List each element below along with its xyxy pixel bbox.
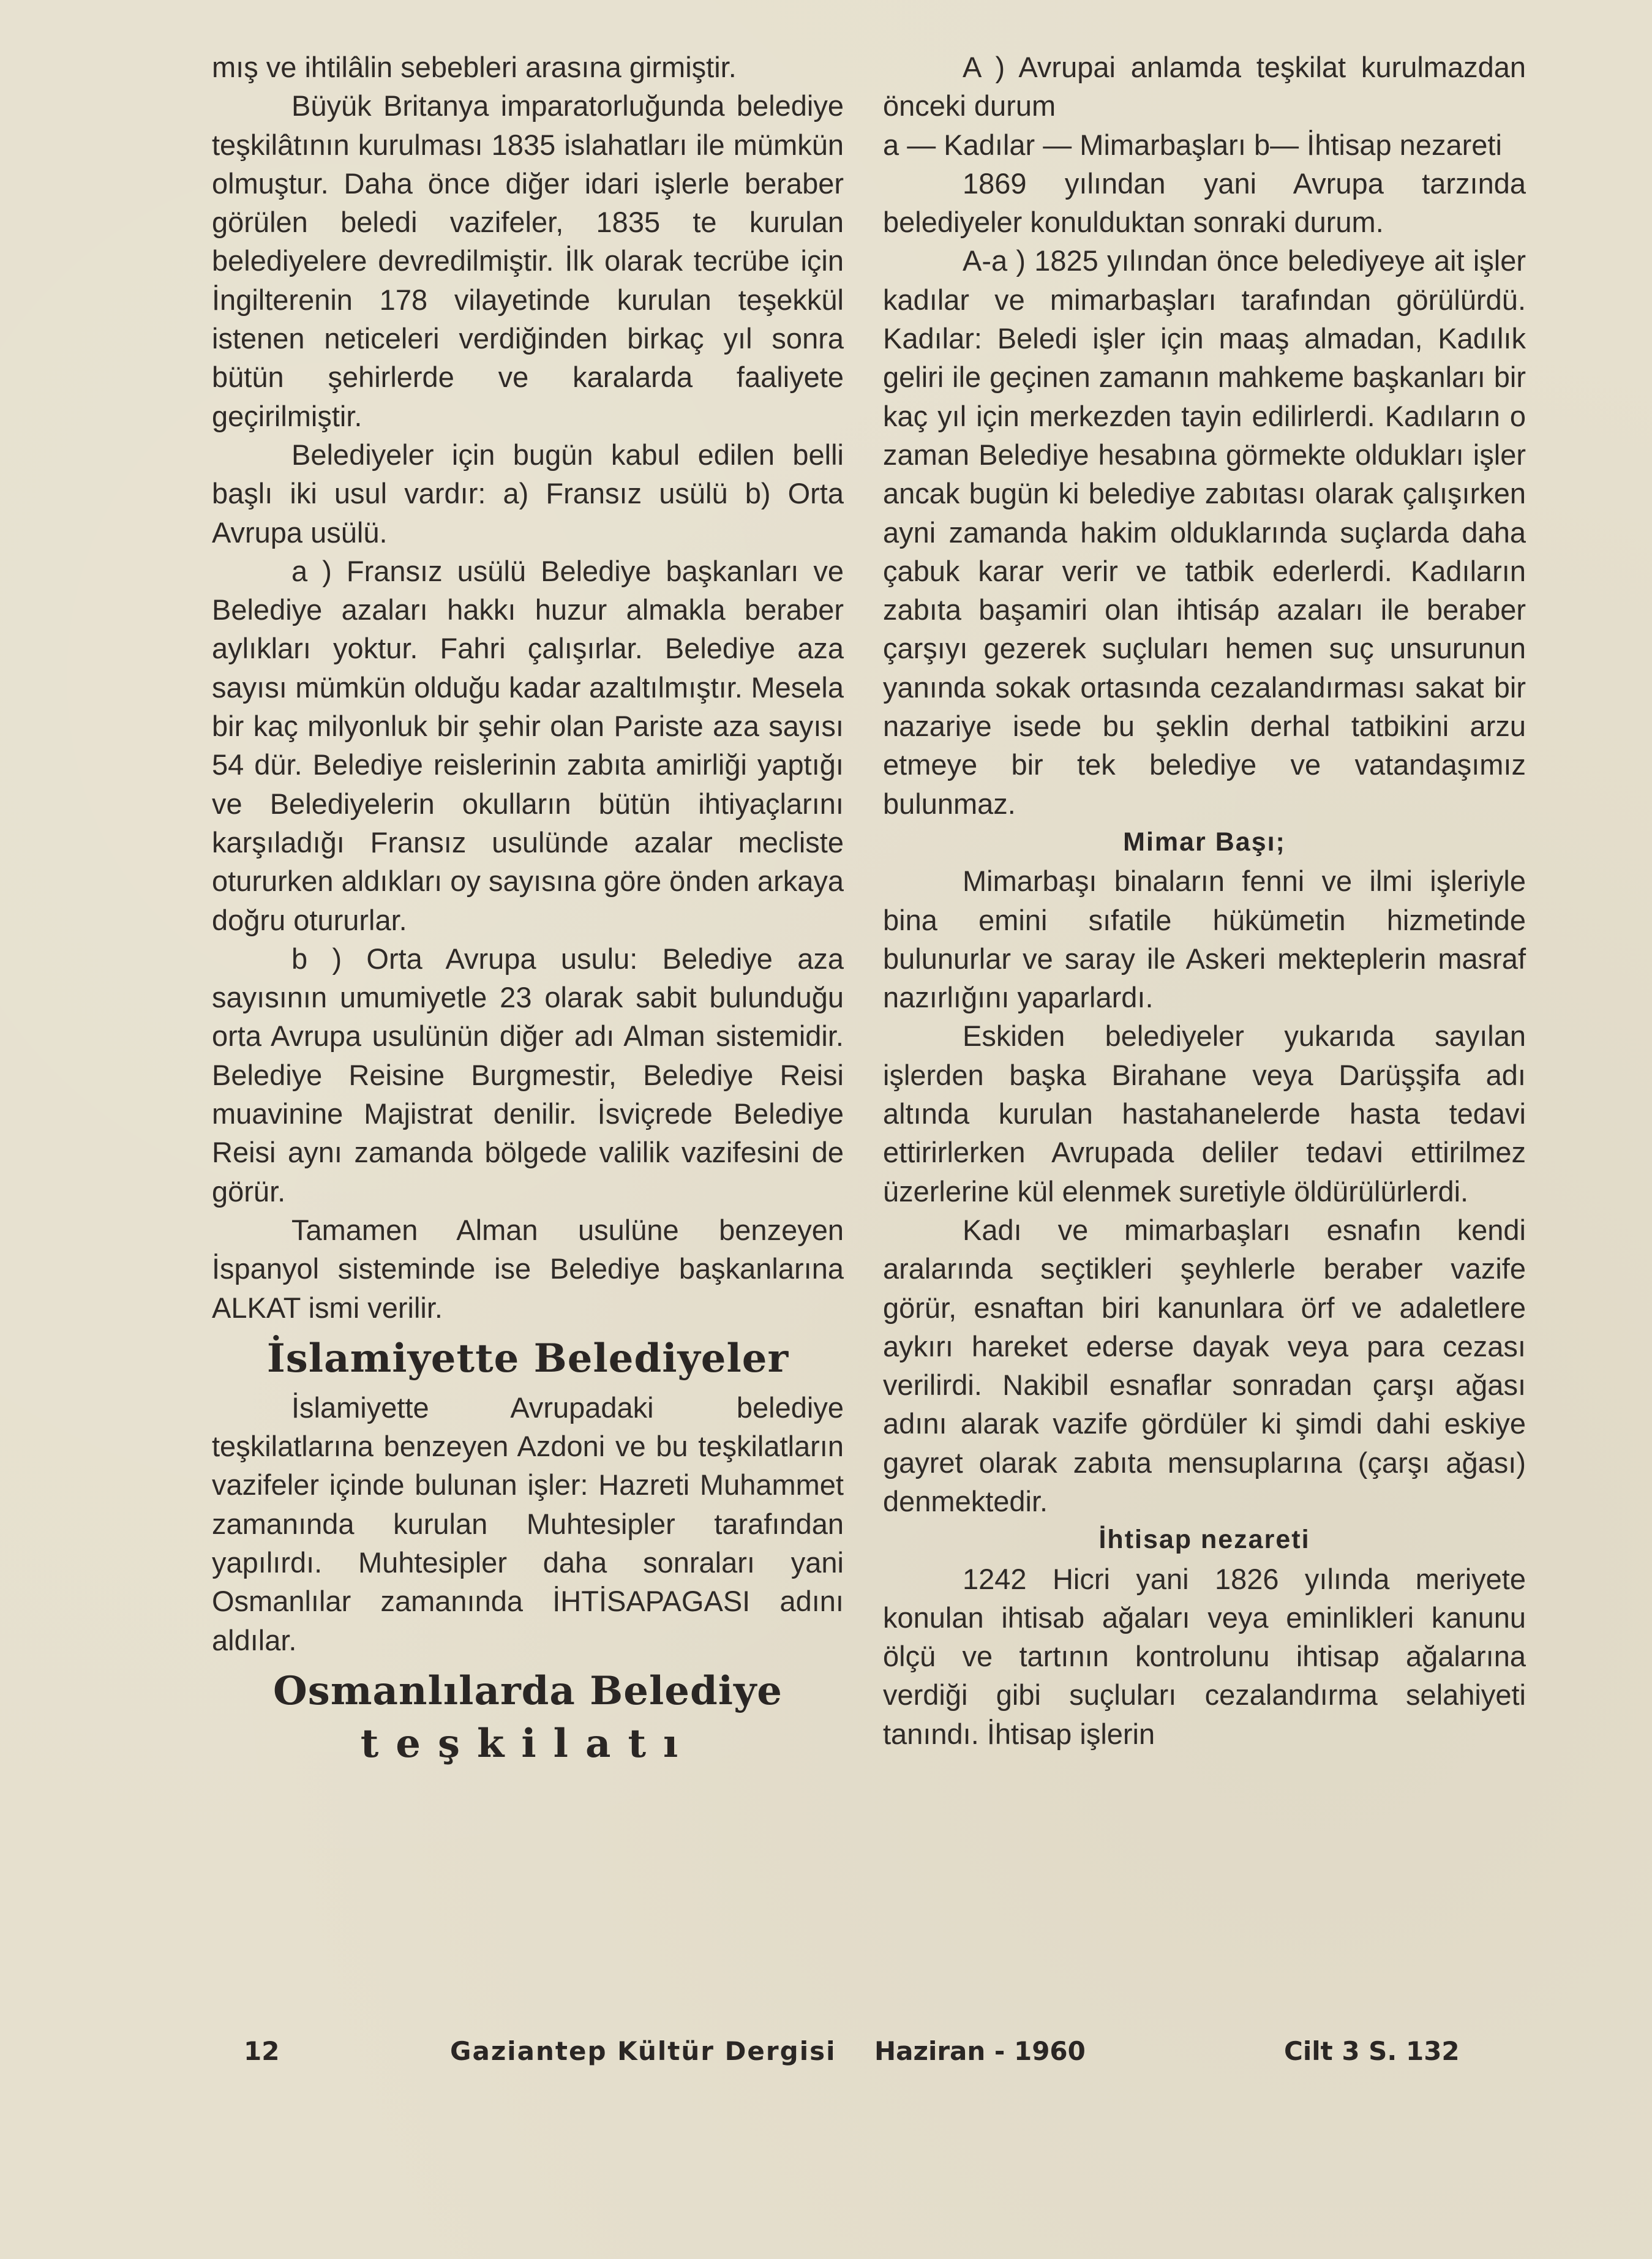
right-paragraph-7: Kadı ve mimarbaşları esnafın kendi aralarında seçtikleri şeyhlerle beraber vazife görür, esnaftan biri kanunlara örf ve adaletlere aykırı hareket ederse dayak veya para cezası verilirdi. Nakibil esnaflar sonradan çarşı ağası adını alarak vazife gördüler ki şimdi dahi eskiye gayret olarak zabıta mensuplarına (çarşı ağası) denmektedir. [883,1213,1526,1517]
right-paragraph-6: Eskiden belediyeler yukarıda sayılan işlerden başka Birahane veya Darüşşifa adı altında kurulan hastahanelerde hasta tedavi ettirirlerken Avrupada deliler tedavi ettirilmez üzerlerine kül elenmek suretiyle öldürülürlerdi. [883,1020,1526,1208]
right-paragraph-4: A-a ) 1825 yılından önce belediyeye ait işler kadılar ve mimarbaşları tarafından görülürdü. Kadılar: Beledi işler için maaş almadan, Kadılık geliri ile geçinen zamanın mahkeme başkanları bir kaç yıl için merkezden tayin edilirlerdi. Kadıların o zaman Belediye hesabına görmekte oldukları işler ancak bugün ki belediye zabıtası olarak çalışırken ayni zamanda hakim olduklarında suçlarda daha çabuk karar verir ve tatbik ederlerdi. Kadıların zabıta başamiri olan ihtisáp azaları ile beraber çarşıyı gezerek suçluları hemen suç unsurunun yanında sokak ortasında cezalandırması sakat bir nazariye isede bu şeklin derhal tatbikini arzu etmeye bir tek belediye ve vatandaşımız bulunmaz. [883,244,1526,820]
subheading-ihtisap-nezareti: İhtisap nezareti [1098,1525,1310,1555]
left-paragraph-1: mış ve ihtilâlin sebebleri arasına girmiştir. [212,51,737,83]
page-number: 12 [244,2036,280,2066]
magazine-name: Gaziantep Kültür Dergisi [450,2036,836,2066]
left-paragraph-4: a ) Fransız usülü Belediye başkanları ve Belediye azaları hakkı huzur almakla beraber aylıkları yoktur. Fahri çalışırlar. Belediye aza sayısı mümkün olduğu kadar azaltılmıştır. Mesela bir kaç milyonluk bir şehir olan Pariste aza sayısı 54 dür. Belediye reislerinin zabıta amirliği yaptığı ve Belediyelerin okulların bütün ihtiyaçlarını karşıladığı Fransız usulünde azalar mecliste otururken aldıkları oy sayısına göre önden arkaya doğru otururlar. [212,554,844,936]
left-paragraph-5: b ) Orta Avrupa usulu: Belediye aza sayısının umumiyetle 23 olarak sabit bulunduğu orta Avrupa usulünün diğer adı Alman sistemidir. Belediye Reisine Burgmestir, Belediye Reisi muavinine Majistrat denilir. İsviçrede Belediye Reisi aynı zamanda bölgede valilik vazifesini de görür. [212,942,844,1208]
issue-date: Haziran - 1960 [874,2036,1086,2066]
subheading-mimar-basi: Mimar Başı; [1123,827,1286,857]
left-paragraph-7: İslamiyette Avrupadaki belediye teşkilatlarına benzeyen Azdoni ve bu teşkilatların vazifeler içinde bulunan işler: Hazreti Muhammet zamanında kurulan Muhtesipler tarafından yapılırdı. Muhtesipler daha sonraları yani Osmanlılar zamanında İHTİSAPAGASI adını aldılar. [212,1391,844,1656]
right-paragraph-1: A ) Avrupai anlamda teşkilat kurulmazdan önceki durum [883,51,1526,122]
right-paragraph-5: Mimarbaşı binaların fenni ve ilmi işleriyle bina emini sıfatile hükümetin hizmetinde bulunurlar ve saray ile Askeri mekteplerin masraf nazırlığını yaparlardı. [883,865,1526,1014]
left-paragraph-3: Belediyeler için bugün kabul edilen belli başlı iki usul vardır: a) Fransız usülü b) Orta Avrupa usülü. [212,438,844,549]
left-paragraph-2: Büyük Britanya imparatorluğunda belediye teşkilâtının kurulması 1835 islahatları ile mümkün olmuştur. Daha önce diğer idari işlerle beraber görülen beledi vazifeler, 1835 te kurulan belediyelere devredilmiştir. İlk olarak tecrübe için İngilterenin 178 vilayetinde kurulan teşekkül istenen neticeleri verdiğinden birkaç yıl sonra bütün şehirlerde ve karalarda faaliyete geçirilmiştir. [212,89,844,432]
right-column [883,48,1526,1753]
section-heading-osmanlilarda: Osmanlılarda Belediye [273,1667,783,1714]
right-paragraph-2: a — Kadılar — Mimarbaşları b— İhtisap nezareti [883,128,1502,161]
left-column [212,48,844,1773]
section-heading-teskilati: teşkilatı [360,1720,696,1767]
right-paragraph-3: 1869 yılından yani Avrupa tarzında belediyeler konulduktan sonraki durum. [883,167,1526,239]
volume-issue: Cilt 3 S. 132 [1284,2036,1460,2066]
right-paragraph-8: 1242 Hicri yani 1826 yılında meriyete konulan ihtisab ağaları veya eminlikleri kanunu ölçü ve tartının kontrolunu ihtisap ağalarına verdiği gibi suçluları cezalandırma selahiyeti tanındı. İhtisap işlerin [883,1562,1526,1750]
left-paragraph-6: Tamamen Alman usulüne benzeyen İspanyol sisteminde ise Belediye başkanlarına ALKAT ismi verilir. [212,1213,844,1324]
page-footer [0,2036,1652,2073]
section-heading-islamiyette: İslamiyette Belediyeler [266,1335,789,1381]
